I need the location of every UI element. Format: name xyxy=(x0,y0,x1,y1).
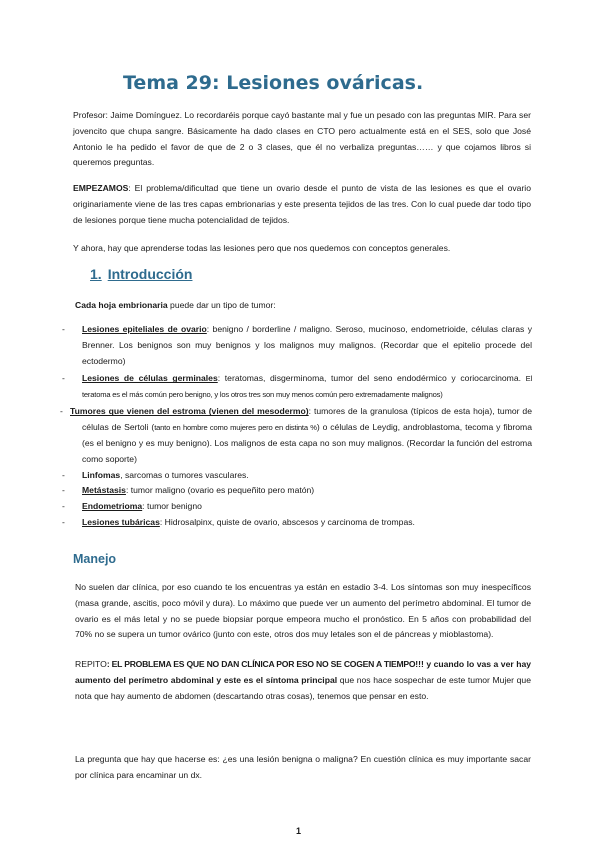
list-term: Linfomas xyxy=(82,469,121,480)
manejo-heading: Manejo xyxy=(73,552,117,566)
manejo-paragraph: No suelen dar clínica, por eso cuando te los encuentras ya están en estadio 3-4. Los síntomas son muy inespecíficos (masa grande, ascitis, poco móvil y dura). Lo máximo que puede ver un aumento del perímetro abdominal. El tumor de ovario es el más letal y no se puede biopsiar porque empeora mucho el pronóstico. En 5 años con probabilidad del 70% no se supera un tumor ovárico (junto con este, otros dos muy letales son el de páncreas y mioblastoma). xyxy=(75,582,531,640)
list-text: : teratomas, disgerminoma, tumor del seno endodérmico y coriocarcinoma. xyxy=(217,373,526,384)
list-term: Lesiones epiteliales de ovario xyxy=(82,324,207,334)
list-small-note: tanto en hombre como mujeres pero en distinta % xyxy=(154,423,317,433)
hoja-paragraph xyxy=(75,298,276,313)
list-term: Lesiones tubáricas xyxy=(82,516,160,527)
repito-paragraph xyxy=(75,657,531,704)
intro-paragraph: Profesor: Jaime Domínguez. Lo recordaréis porque cayó bastante mal y fue un pesado con las preguntas MIR. Para ser jovencito que chupa sangre. Básicamente ha dado clases en CTO pero actualmente está en el SES, solo que José Antonio le ha pedido el favor de que de 2 o 3 clases, que él no verbaliza preguntas…… y que cojamos libros si queremos preguntas. xyxy=(73,110,531,168)
list-text-2: ) o células de Leydig, androblastoma, tecoma y fibroma (es el benigno y es muy benigno). Los malignos de esta capa no son muy malignos. (Recordar la función del estroma como soporte) xyxy=(82,422,532,464)
pregunta-paragraph: La pregunta que hay que hacerse es: ¿es una lesión benigna o maligna? En cuestión clínica es muy importante sacar por clínica para encaminar un dx. xyxy=(75,754,531,780)
list-dash: - xyxy=(62,516,65,527)
section-title: Introducción xyxy=(107,266,193,282)
list-item xyxy=(62,468,532,484)
list-text: , sarcomas o tumores vasculares. xyxy=(120,469,249,480)
list-text: : benigno / borderline / maligno. Seroso, mucinoso, endometrioide, células claras y Brenner. Los benignos son muy benignos y los malignos muy malignos. (Recordar que el epitelio procede del ectodermo) xyxy=(82,324,533,366)
list-text: : tumor benigno xyxy=(142,501,202,512)
list-dash: - xyxy=(62,485,65,496)
list-item xyxy=(62,499,532,515)
repito-label: REPITO xyxy=(75,659,107,669)
empezamos-paragraph xyxy=(73,181,531,228)
list-item xyxy=(62,371,532,402)
list-text: : tumores de la granulosa (típicos de esta hoja), tumor de células de Sertoli ( xyxy=(82,406,532,433)
page-number: 1 xyxy=(296,826,302,836)
list-term: Endometrioma xyxy=(82,501,143,512)
list-term: Metástasis xyxy=(82,485,126,496)
empezamos-label: EMPEZAMOS xyxy=(73,183,129,193)
list-item xyxy=(62,322,532,369)
list-term: Lesiones de células germinales xyxy=(82,373,218,384)
page-title: Tema 29: Lesiones ováricas. xyxy=(123,72,424,94)
list-text: : tumor maligno (ovario es pequeñito pero matón) xyxy=(125,485,315,496)
repito-rest: que nos hace sospechar de este tumor Mujer que nota que hay aumento de abdomen (descartando otras cosas), tenemos que pensar en esto. xyxy=(75,674,531,701)
list-term: Tumores que vienen del estroma (vienen del mesodermo) xyxy=(70,406,309,417)
section-heading-introduccion xyxy=(90,266,192,282)
list-dash: - xyxy=(62,469,65,480)
list-text: : Hidrosalpinx, quiste de ovario, abscesos y carcinoma de trompas. xyxy=(159,516,415,527)
list-small-note: El teratoma es el más común pero benigno, y los otros tres son muy menos común pero extremadamente malignos) xyxy=(82,374,532,399)
list-item xyxy=(62,404,532,467)
hoja-bold: Cada hoja embrionaria xyxy=(75,300,168,310)
ahora-paragraph: Y ahora, hay que aprenderse todas las lesiones pero que nos quedemos con conceptos generales. xyxy=(73,243,451,253)
empezamos-text: : El problema/dificultad que tiene un ovario desde el punto de vista de las lesiones es que el ovario originariamente viene de las tres capas embrionarias y este presenta tejidos de las tres. Con lo cual puede dar todo tipo de lesiones porque tiene mucha potencialidad de tejidos. xyxy=(73,183,531,225)
repito-caps: : EL PROBLEMA ES QUE NO DAN CLÍNICA POR ESO NO SE COGEN A TIEMPO xyxy=(106,659,416,669)
list-dash: - xyxy=(62,373,65,384)
list-item xyxy=(62,515,532,531)
repito-bold: !!! y cuando lo vas a ver hay aumento del perímetro abdominal y este es el síntoma principal xyxy=(75,659,531,685)
list-item xyxy=(62,483,532,499)
section-number: 1. xyxy=(90,266,102,282)
hoja-rest: puede dar un tipo de tumor: xyxy=(167,300,276,310)
list-dash: - xyxy=(60,406,63,417)
list-dash: - xyxy=(62,501,65,512)
list-dash: - xyxy=(62,324,65,334)
tumor-list xyxy=(62,322,532,531)
